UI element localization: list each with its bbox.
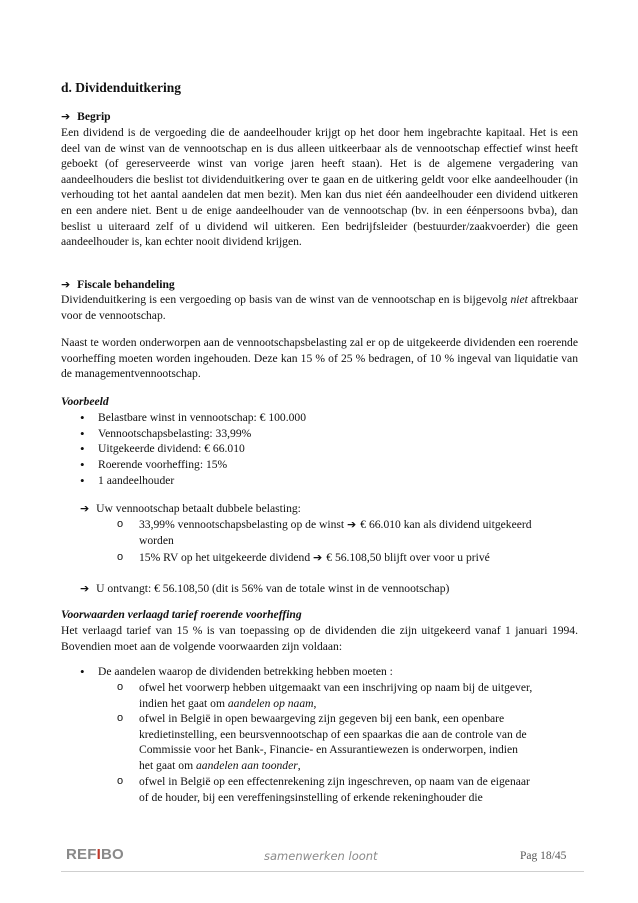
fiscale-text: Dividenduitkering is een vergoeding op basis van de winst van de vennootschap en is bijgevolg niet aftrekbaar voor de vennootschap. bbox=[61, 293, 578, 322]
right-arrow-icon: ➔ bbox=[80, 582, 90, 595]
right-arrow-icon: ➔ bbox=[61, 110, 71, 123]
fiscale-heading: ➔ Fiscale behandeling bbox=[61, 278, 175, 291]
sub-item: o 15% RV op het uitgekeerde dividend ➔ € 56.108,50 blijft over voor u privé bbox=[117, 551, 490, 564]
voorwaarden-list bbox=[61, 664, 393, 680]
circle-bullet-icon: o bbox=[117, 681, 124, 693]
right-arrow-icon: ➔ bbox=[61, 278, 71, 291]
list-item: • De aandelen waarop de dividenden betrekking hebben moeten : bbox=[61, 664, 393, 680]
section-title: d. Dividenduitkering bbox=[61, 80, 182, 95]
received-line: ➔ U ontvangt: € 56.108,50 (dit is 56% van de totale winst in de vennootschap) bbox=[80, 582, 450, 595]
circle-bullet-icon: o bbox=[117, 712, 124, 724]
double-tax-line: ➔ Uw vennootschap betaalt dubbele belasting: bbox=[80, 502, 301, 515]
emphasis-niet: niet bbox=[510, 293, 528, 306]
list-item: • Roerende voorheffing: 15% bbox=[61, 457, 306, 473]
list-item: • Uitgekeerde dividend: € 66.010 bbox=[61, 441, 306, 457]
sub-item: o 33,99% vennootschapsbelasting op de winst ➔ € 66.010 kan als dividend uitgekeerd worden bbox=[117, 518, 532, 547]
sub-item: o ofwel in België op een effectenrekening zijn ingeschreven, op naam van de eigenaar of de houder, bij een vereffeningsinstelling of erkende rekeninghouder die bbox=[117, 775, 530, 804]
refibo-logo: REFIBO bbox=[66, 846, 124, 863]
right-arrow-icon: ➔ bbox=[313, 551, 323, 564]
footer-slogan: samenwerken loont bbox=[264, 849, 378, 863]
footer-divider bbox=[61, 871, 584, 872]
right-arrow-icon: ➔ bbox=[347, 518, 357, 531]
page-number: Pag 18/45 bbox=[520, 850, 567, 862]
circle-bullet-icon: o bbox=[117, 551, 124, 563]
fiscale-paragraph-2: Naast te worden onderworpen aan de vennootschapsbelasting zal er op de uitgekeerde dividenden een roerende voorheffing moeten worden ingehouden. Deze kan 15 % of 25 % bedragen, of 10 % ingeval van liquidatie van de managementvennootschap. bbox=[61, 336, 578, 381]
voorbeeld-list bbox=[61, 410, 306, 489]
begrip-heading: ➔ Begrip bbox=[61, 110, 111, 123]
sub-item: o ofwel het voorwerp hebben uitgemaakt van een inschrijving op naam bij de uitgever, indien het gaat om aandelen op naam, bbox=[117, 681, 533, 710]
list-item: • Vennootschapsbelasting: 33,99% bbox=[61, 426, 306, 442]
circle-bullet-icon: o bbox=[117, 775, 124, 787]
voorwaarden-heading: Voorwaarden verlaagd tarief roerende voorheffing bbox=[61, 608, 302, 621]
list-item: • Belastbare winst in vennootschap: € 100.000 bbox=[61, 410, 306, 426]
voorbeeld-heading: Voorbeeld bbox=[61, 395, 109, 408]
circle-bullet-icon: o bbox=[117, 518, 124, 530]
right-arrow-icon: ➔ bbox=[80, 502, 90, 515]
sub-item: o ofwel in België in open bewaargeving zijn gegeven bij een bank, een openbare kredietinstelling, een beursvennootschap of een spaarkas die aan de controle van de Commissie voor het Bank-, Financie- en Assurantiewezen is onderworpen, indien het gaat om aandelen aan toonder, bbox=[117, 712, 527, 772]
list-item: • 1 aandeelhouder bbox=[61, 473, 306, 489]
voorwaarden-text: Het verlaagd tarief van 15 % is van toepassing op de dividenden die zijn uitgekeerd vanaf 1 januari 1994. Bovendien moet aan de volgende voorwaarden zijn voldaan: bbox=[61, 624, 578, 653]
begrip-text: Een dividend is de vergoeding die de aandeelhouder krijgt op het door hem ingebrachte kapitaal. Het is een deel van de winst van de vennootschap en is dus alleen uitkeerbaar als de vennootschap effectief winst heeft geboekt (of gereserveerde winst van vorige jaren heeft staan). Het is de algemene vergadering van aandeelhouders die beslist tot dividenduitkering over te gaan en de uitkering geldt voor elke aandeelhouder (in verhouding tot het aantal aandelen dat men bezit). Men kan dus niet één aandeelhouder een dividend uitkeren en een andere niet. Bent u de enige aandeelhouder van de vennootschap (bv. in een éénpersoons bvba), dan beslist u uiteraard zelf of u dividend wil uitkeren. Een bedrijfsleider (bestuurder/zaakvoerder) die geen aandeelhouder is, kan echter nooit dividend krijgen. bbox=[61, 126, 578, 249]
